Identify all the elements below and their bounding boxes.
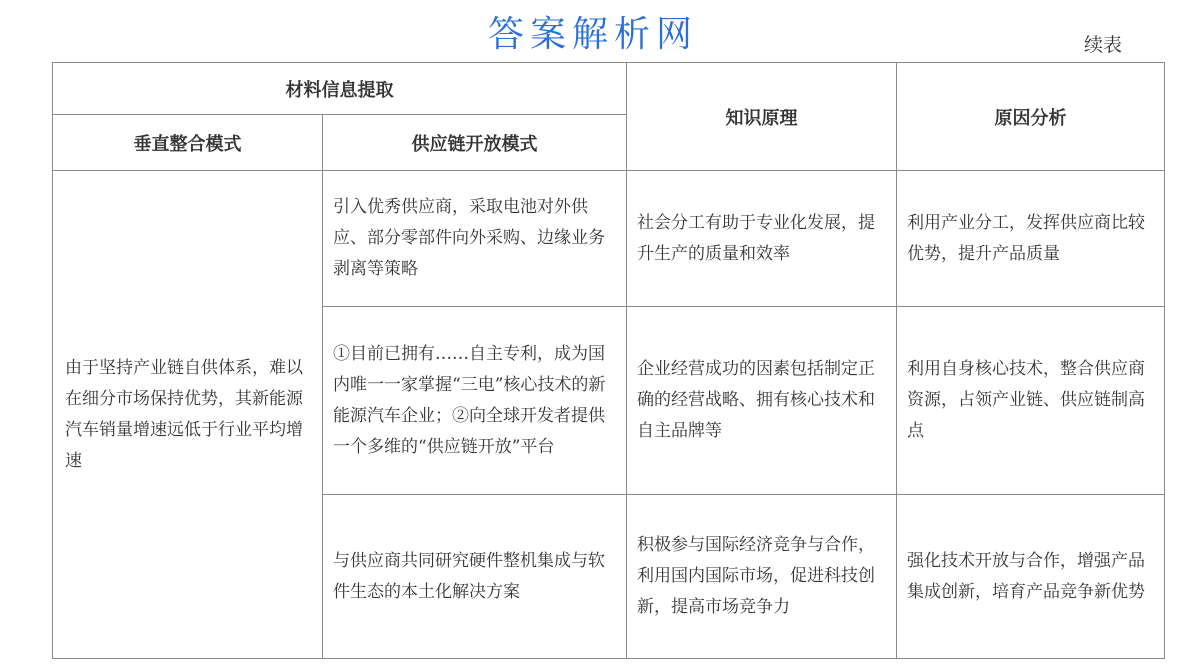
principle-cell: 积极参与国际经济竞争与合作，利用国内国际市场，促进科技创新，提高市场竞争力 (627, 495, 897, 659)
analysis-cell: 强化技术开放与合作，增强产品集成创新，培育产品竞争新优势 (897, 495, 1165, 659)
table-row (53, 171, 1165, 307)
analysis-cell: 利用自身核心技术，整合供应商资源，占领产业链、供应链制高点 (897, 307, 1165, 495)
header-row-1 (53, 63, 1165, 115)
analysis-cell: 利用产业分工，发挥供应商比较优势，提升产品质量 (897, 171, 1165, 307)
supply-chain-cell: ①目前已拥有……自主专利，成为国内唯一一家掌握“三电”核心技术的新能源汽车企业；②向全球开发者提供一个多维的“供应链开放”平台 (323, 307, 627, 495)
supply-chain-cell: 引入优秀供应商，采取电池对外供应、部分零部件向外采购、边缘业务剥离等策略 (323, 171, 627, 307)
principle-cell: 企业经营成功的因素包括制定正确的经营战略、拥有核心技术和自主品牌等 (627, 307, 897, 495)
header-analysis: 原因分析 (897, 63, 1165, 171)
header-principle: 知识原理 (627, 63, 897, 171)
header-supply-chain-open: 供应链开放模式 (323, 115, 627, 171)
continued-label: 续表 (1083, 34, 1122, 56)
header-material-info: 材料信息提取 (53, 63, 627, 115)
vertical-integration-cell: 由于坚持产业链自供体系，难以在细分市场保持优势，其新能源汽车销量增速远低于行业平均增速 (53, 171, 323, 659)
watermark-title: 答案解析网 (487, 14, 698, 55)
principle-cell: 社会分工有助于专业化发展，提升生产的质量和效率 (627, 171, 897, 307)
supply-chain-cell: 与供应商共同研究硬件整机集成与软件生态的本土化解决方案 (323, 495, 627, 659)
header-vertical-integration: 垂直整合模式 (53, 115, 323, 171)
analysis-table (52, 62, 1165, 659)
